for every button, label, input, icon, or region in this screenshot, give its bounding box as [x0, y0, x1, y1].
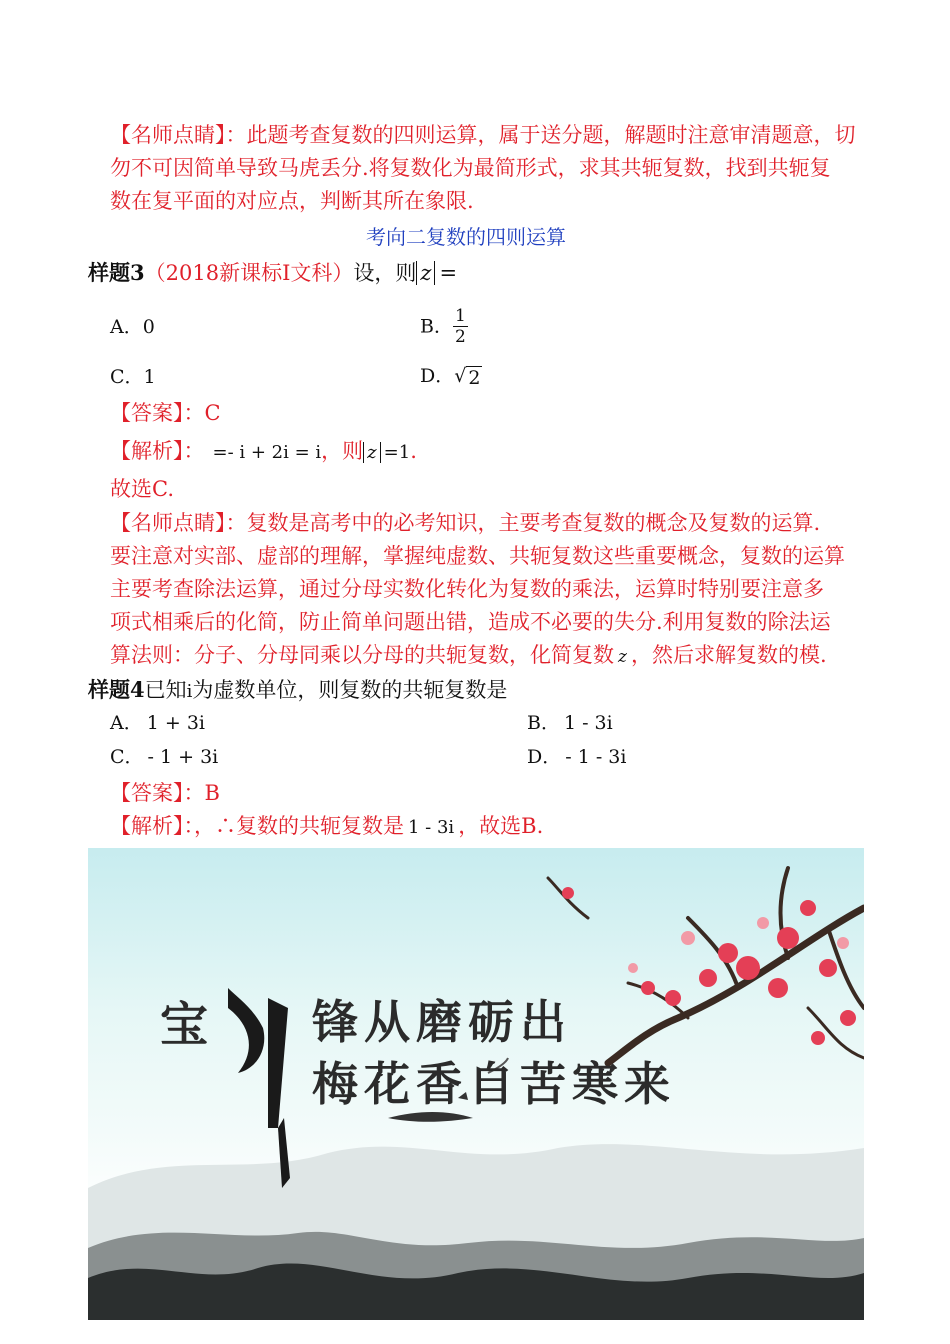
q4-a-label: A． [110, 712, 143, 734]
banner-char-bao: 宝 [160, 997, 215, 1053]
q4-option-a [110, 710, 205, 736]
q4-stem-b: 为虚数单位，则复数的共轭复数是 [192, 678, 508, 702]
q4-jiexi [110, 811, 543, 843]
q3-jiexi [110, 436, 417, 468]
q3-jiexi-mid: ，则 [321, 439, 364, 463]
banner-line-2: 梅花香自苦寒来 [312, 1057, 676, 1111]
q3-b-fraction [453, 306, 468, 347]
q4-option-b [527, 710, 613, 736]
q3-d-sqrt [454, 363, 482, 389]
q4-answer-tag: 【答案】 [110, 781, 184, 805]
q3-c-label: C． [110, 366, 144, 388]
q3-answer-val: ：C [183, 401, 221, 425]
mingshi2-z: z [618, 647, 627, 667]
q3-a-val: 0 [142, 316, 155, 338]
motivational-banner [88, 848, 864, 1320]
sqrt-icon: √ [454, 365, 467, 387]
banner-line-1: 锋从磨砺出 [312, 995, 572, 1049]
mingshi2-text-5a: 算法则：分子、分母同乘以分母的共轭复数，化简复数 [110, 643, 614, 667]
q3-b-num: 1 [454, 306, 466, 326]
q3-source: （2018新课标Ⅰ文科） [144, 261, 354, 285]
q4-b-val: 1 - 3i [563, 712, 613, 734]
q3-d-label: D． [420, 365, 455, 387]
q3-b-den: 2 [454, 327, 466, 347]
q3-option-b [420, 306, 468, 347]
mingshi2-tag: 【名师点睛】 [110, 511, 226, 535]
q3-jiexi-pre: ： [183, 439, 205, 463]
q4-c-label: C． [110, 746, 144, 768]
q4-stem-i: i [186, 681, 193, 702]
q3-jiexi-expr: =- i + 2i = i [212, 442, 322, 463]
q3-eq: = [439, 261, 458, 285]
q4-stem [88, 675, 507, 707]
q3-guxuan: 故选C. [110, 477, 174, 501]
q3-b-label: B． [420, 315, 453, 338]
q4-jiexi-val: 1 - 3i [408, 817, 455, 838]
q3-option-a [110, 314, 155, 340]
section-title: 考向二复数的四则运算 [366, 225, 566, 249]
q4-answer-val: ：B [183, 781, 220, 805]
mingshi2-line-1 [110, 508, 820, 538]
mingshi-text-3: 数在复平面的对应点，判断其所在象限. [110, 189, 474, 213]
q3-abs-z: z [416, 261, 435, 285]
q3-option-d [420, 363, 482, 389]
q3-a-label: A． [110, 316, 143, 338]
mingshi-tag: 【名师点睛】 [110, 123, 226, 147]
q4-c-val: - 1 + 3i [147, 746, 219, 768]
q3-label: 样题3 [88, 260, 145, 285]
mingshi-text-1: ：此题考查复数的四则运算，属于送分题，解题时注意审清题意，切 [225, 123, 856, 147]
mingshi-line-1 [110, 120, 856, 150]
q4-d-label: D． [527, 746, 562, 768]
mingshi-text-2: 勿不可因简单导致马虎丢分.将复数化为最简形式，求其共轭复数，找到共轭复 [110, 156, 831, 180]
q3-jiexi-end: . [410, 439, 417, 463]
q4-jiexi-tag: 【解析】 [110, 814, 184, 838]
q4-answer [110, 778, 220, 808]
q3-stem [88, 258, 457, 288]
q4-label: 样题4 [88, 677, 145, 702]
q4-stem-a: 已知 [144, 678, 187, 702]
q3-c-val: 1 [143, 366, 156, 388]
mingshi-line-2 [110, 153, 831, 183]
mingshi2-line-2: 要注意对实部、虚部的理解，掌握纯虚数、共轭复数这些重要概念，复数的运算 [110, 544, 845, 568]
mingshi-line-3 [110, 186, 474, 216]
q3-jiexi-res: =1 [383, 442, 411, 463]
mingshi2-line-4: 项式相乘后的化简，防止简单问题出错，造成不必要的失分.利用复数的除法运 [110, 610, 831, 634]
q3-stem-text: 设，则 [353, 261, 417, 285]
q3-option-c [110, 364, 156, 390]
q4-jiexi-b: ，故选B. [458, 814, 544, 838]
q4-a-val: 1 + 3i [146, 712, 205, 734]
plum-blossoms [562, 887, 856, 1045]
mingshi2-text-5b: ，然后求解复数的模. [630, 643, 827, 667]
mingshi2-line-3: 主要考查除法运算，通过分母实数化转化为复数的乘法，运算时特别要注意多 [110, 577, 824, 601]
q4-b-label: B． [527, 712, 560, 734]
q4-jiexi-a: ：，∴复数的共轭复数是 [183, 814, 404, 838]
q4-option-d [527, 744, 626, 770]
q3-d-val: 2 [468, 367, 481, 389]
q3-answer-tag: 【答案】 [110, 401, 184, 425]
q4-option-c [110, 744, 218, 770]
q3-jiexi-z: z [363, 442, 380, 463]
mingshi2-line-5 [110, 640, 827, 672]
mingshi2-text-1: ：复数是高考中的必考知识，主要考查复数的概念及复数的运算. [225, 511, 821, 535]
q3-answer [110, 398, 221, 428]
q3-jiexi-tag: 【解析】 [110, 439, 184, 463]
q4-d-val: - 1 - 3i [565, 746, 627, 768]
